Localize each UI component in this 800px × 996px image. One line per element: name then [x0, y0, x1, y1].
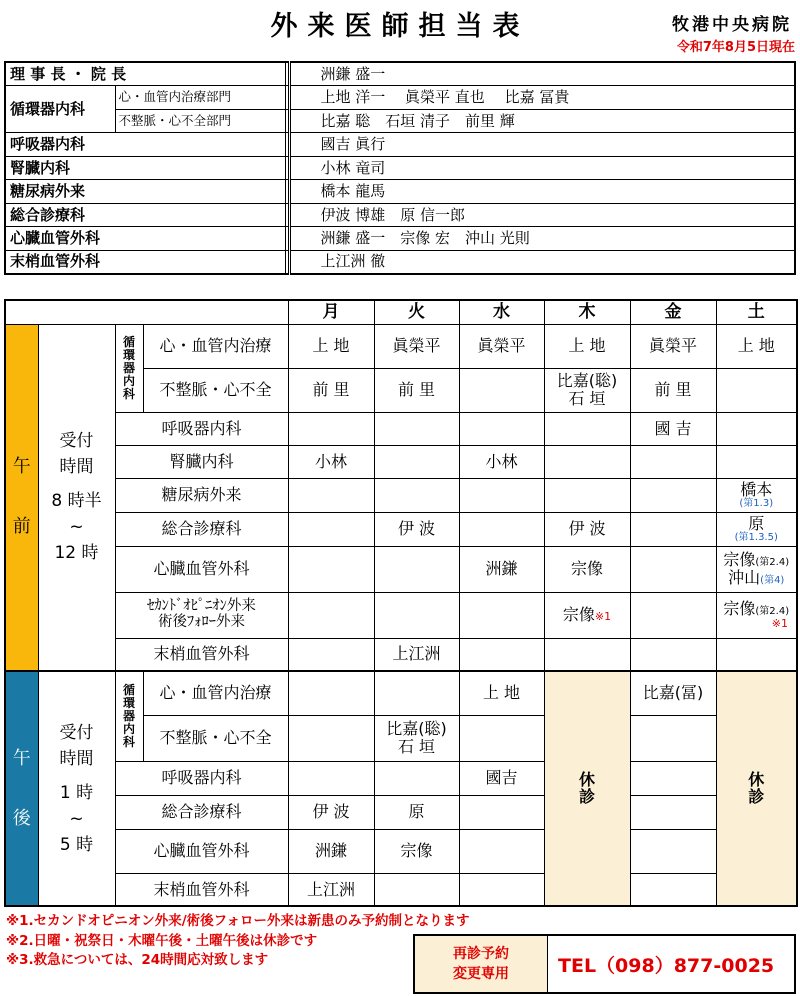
day-wed: 水: [459, 300, 544, 324]
footnote: ※3.救急については、24時間応対致します: [6, 952, 269, 968]
doctor-cell: 上 地: [288, 324, 374, 368]
empty-cell: [716, 445, 797, 478]
hospital-name: 牧港中央病院: [672, 15, 792, 35]
dept-label: 末梢血管外科: [115, 873, 288, 906]
pm-row-resp: [5, 761, 797, 795]
empty-cell: [459, 368, 544, 412]
staff-doctors: 洲鎌 盛一: [289, 62, 795, 86]
doctor-cell: 原: [374, 795, 459, 829]
empty-cell: [630, 795, 716, 829]
empty-cell: [374, 873, 459, 906]
empty-cell: [630, 512, 716, 546]
doctor-cell: 上 地: [716, 324, 797, 368]
empty-cell: [374, 592, 459, 638]
dept-label: ｾｶﾝﾄﾞｵﾋﾟﾆｵﾝ外来 術後ﾌｫﾛｰ外来: [115, 592, 288, 638]
dept-label: 心臓血管外科: [115, 829, 288, 873]
footnote: ※1.セカンドオピニオン外来/術後フォロー外来は新患のみ予約制となります: [6, 913, 470, 929]
staff-row-diab: [5, 180, 795, 204]
dept-label: 呼吸器内科: [115, 761, 288, 795]
am-row-csurg: [5, 546, 797, 592]
day-header-row: [5, 300, 797, 324]
doctor-cell: 小林: [459, 445, 544, 478]
reservation-label: 再診予約 変更専用: [415, 936, 548, 992]
staff-dept: 総合診療科: [5, 203, 285, 227]
pm-row-psurg: [5, 873, 797, 906]
doctor-cell: 前 里: [630, 368, 716, 412]
empty-cell: [630, 592, 716, 638]
staff-dept: 呼吸器内科: [5, 133, 285, 157]
am-row-kidney: [5, 445, 797, 478]
dept-label: 心臓血管外科: [115, 546, 288, 592]
staff-row-director: [5, 62, 795, 86]
staff-row-general: [5, 203, 795, 227]
empty-cell: [716, 412, 797, 445]
empty-cell: [544, 445, 630, 478]
empty-cell: [544, 638, 630, 671]
empty-cell: [630, 761, 716, 795]
staff-row-kidney: [5, 156, 795, 180]
day-fri: 金: [630, 300, 716, 324]
empty-cell: [288, 671, 374, 715]
empty-cell: [459, 478, 544, 512]
dept-label: 糖尿病外来: [115, 478, 288, 512]
day-thu: 木: [544, 300, 630, 324]
staff-row-cardio-1: [5, 86, 795, 110]
staff-doctors: 上地 洋一 眞榮平 直也 比嘉 冨貴: [289, 86, 795, 110]
staff-subdept: 不整脈・心不全部門: [115, 109, 285, 133]
doctor-cell: 宗像: [544, 546, 630, 592]
empty-cell: [374, 478, 459, 512]
staff-table: [4, 61, 796, 275]
reservation-phone[interactable]: TEL（098）877-0025: [558, 954, 775, 977]
doctor-cell: 原 (第1.3.5): [716, 512, 797, 546]
staff-doctors: 小林 竜司: [289, 156, 795, 180]
pm-row-cardio-int: [5, 671, 797, 715]
closed-sat-pm: 休 診: [716, 671, 797, 906]
empty-cell: [459, 592, 544, 638]
empty-cell: [459, 638, 544, 671]
staff-dept: 心臓血管外科: [5, 227, 285, 251]
am-row-second-opinion: [5, 592, 797, 638]
am-cardio-vertical-label: 循 環 器 内 科: [115, 324, 143, 412]
doctor-cell: 上江洲: [288, 873, 374, 906]
empty-cell: [630, 478, 716, 512]
empty-cell: [288, 478, 374, 512]
am-row-general: [5, 512, 797, 546]
reservation-box: [413, 934, 796, 994]
empty-cell: [630, 829, 716, 873]
staff-doctors: 洲鎌 盛一 宗像 宏 沖山 光則: [289, 227, 795, 251]
am-period-label: 午 前: [5, 324, 38, 671]
doctor-cell: 宗像(第2.4) ※1: [716, 592, 797, 638]
doctor-cell: 宗像: [374, 829, 459, 873]
doctor-cell: 小林: [288, 445, 374, 478]
doctor-cell: 伊 波: [374, 512, 459, 546]
empty-cell: [288, 512, 374, 546]
empty-cell: [288, 638, 374, 671]
am-row-resp: [5, 412, 797, 445]
doctor-cell: 上 地: [544, 324, 630, 368]
empty-cell: [630, 715, 716, 761]
doctor-cell: 伊 波: [288, 795, 374, 829]
pm-row-csurg: [5, 829, 797, 873]
doctor-cell: 橋本 (第1.3): [716, 478, 797, 512]
empty-cell: [459, 829, 544, 873]
doctor-cell: 國吉: [459, 761, 544, 795]
pm-period-label: 午 後: [5, 671, 38, 906]
header-blank: [5, 300, 288, 324]
doctor-cell: 國 吉: [630, 412, 716, 445]
empty-cell: [288, 761, 374, 795]
day-tue: 火: [374, 300, 459, 324]
dept-label: 呼吸器内科: [115, 412, 288, 445]
staff-dept: 理 事 長 ・ 院 長: [5, 62, 285, 86]
schedule-table: [4, 299, 798, 907]
empty-cell: [459, 795, 544, 829]
doctor-cell: 伊 波: [544, 512, 630, 546]
empty-cell: [288, 546, 374, 592]
doctor-cell: 上江洲: [374, 638, 459, 671]
empty-cell: [288, 715, 374, 761]
am-reception-time: 受付 時間 8 時半 ~ 12 時: [38, 324, 115, 671]
empty-cell: [374, 761, 459, 795]
staff-doctors: 橋本 龍馬: [289, 180, 795, 204]
staff-dept: 腎臓内科: [5, 156, 285, 180]
empty-cell: [374, 546, 459, 592]
empty-cell: [544, 478, 630, 512]
empty-cell: [459, 715, 544, 761]
empty-cell: [288, 592, 374, 638]
staff-dept: 循環器内科: [5, 86, 115, 133]
staff-dept: 末梢血管外科: [5, 250, 285, 274]
dept-label: 総合診療科: [115, 795, 288, 829]
staff-doctors: 比嘉 聡 石垣 清子 前里 輝: [289, 109, 795, 133]
staff-doctors: 伊波 博雄 原 信一郎: [289, 203, 795, 227]
day-mon: 月: [288, 300, 374, 324]
page-title: 外来医師担当表: [270, 11, 530, 42]
empty-cell: [374, 671, 459, 715]
doctor-cell: 宗像(第2.4) 沖山(第4): [716, 546, 797, 592]
am-row-diab: [5, 478, 797, 512]
doctor-cell: 比嘉(聡) 石 垣: [374, 715, 459, 761]
empty-cell: [716, 368, 797, 412]
doctor-cell: 比嘉(冨): [630, 671, 716, 715]
doctor-cell: 宗像※1: [544, 592, 630, 638]
doctor-cell: 眞榮平: [630, 324, 716, 368]
pm-row-general: [5, 795, 797, 829]
doctor-cell: 洲鎌: [288, 829, 374, 873]
staff-dept: 糖尿病外来: [5, 180, 285, 204]
closed-thu-pm: 休 診: [544, 671, 630, 906]
dept-label: 心・血管内治療: [143, 671, 288, 715]
dept-label: 不整脈・心不全: [143, 715, 288, 761]
empty-cell: [288, 412, 374, 445]
day-sat: 土: [716, 300, 797, 324]
footnotes: [6, 912, 470, 971]
as-of-date: 令和7年8月5日現在: [676, 40, 795, 55]
am-row-cardio-int: [5, 324, 797, 368]
staff-subdept: 心・血管内治療部門: [115, 86, 285, 110]
staff-row-resp: [5, 133, 795, 157]
doctor-cell: 洲鎌: [459, 546, 544, 592]
staff-row-cardio-2: [5, 109, 795, 133]
empty-cell: [544, 412, 630, 445]
empty-cell: [374, 412, 459, 445]
dept-label: 末梢血管外科: [115, 638, 288, 671]
dept-label: 腎臓内科: [115, 445, 288, 478]
empty-cell: [630, 873, 716, 906]
empty-cell: [630, 638, 716, 671]
empty-cell: [716, 638, 797, 671]
doctor-cell: 前 里: [288, 368, 374, 412]
dept-label: 不整脈・心不全: [143, 368, 288, 412]
staff-row-psurg: [5, 250, 795, 274]
empty-cell: [630, 445, 716, 478]
empty-cell: [459, 873, 544, 906]
staff-doctors: 上江洲 徹: [289, 250, 795, 274]
doctor-cell: 眞榮平: [374, 324, 459, 368]
staff-row-csurg: [5, 227, 795, 251]
dept-label: 心・血管内治療: [143, 324, 288, 368]
empty-cell: [374, 445, 459, 478]
empty-cell: [459, 412, 544, 445]
footnote: ※2.日曜・祝祭日・木曜午後・土曜午後は休診です: [6, 932, 318, 949]
doctor-cell: 前 里: [374, 368, 459, 412]
pm-reception-time: 受付 時間 1 時 ~ 5 時: [38, 671, 115, 906]
am-row-psurg: [5, 638, 797, 671]
doctor-cell: 眞榮平: [459, 324, 544, 368]
empty-cell: [459, 512, 544, 546]
staff-doctors: 國吉 眞行: [289, 133, 795, 157]
doctor-cell: 比嘉(聡) 石 垣: [544, 368, 630, 412]
dept-label: 総合診療科: [115, 512, 288, 546]
empty-cell: [630, 546, 716, 592]
pm-cardio-vertical-label: 循 環 器 内 科: [115, 671, 143, 761]
doctor-cell: 上 地: [459, 671, 544, 715]
